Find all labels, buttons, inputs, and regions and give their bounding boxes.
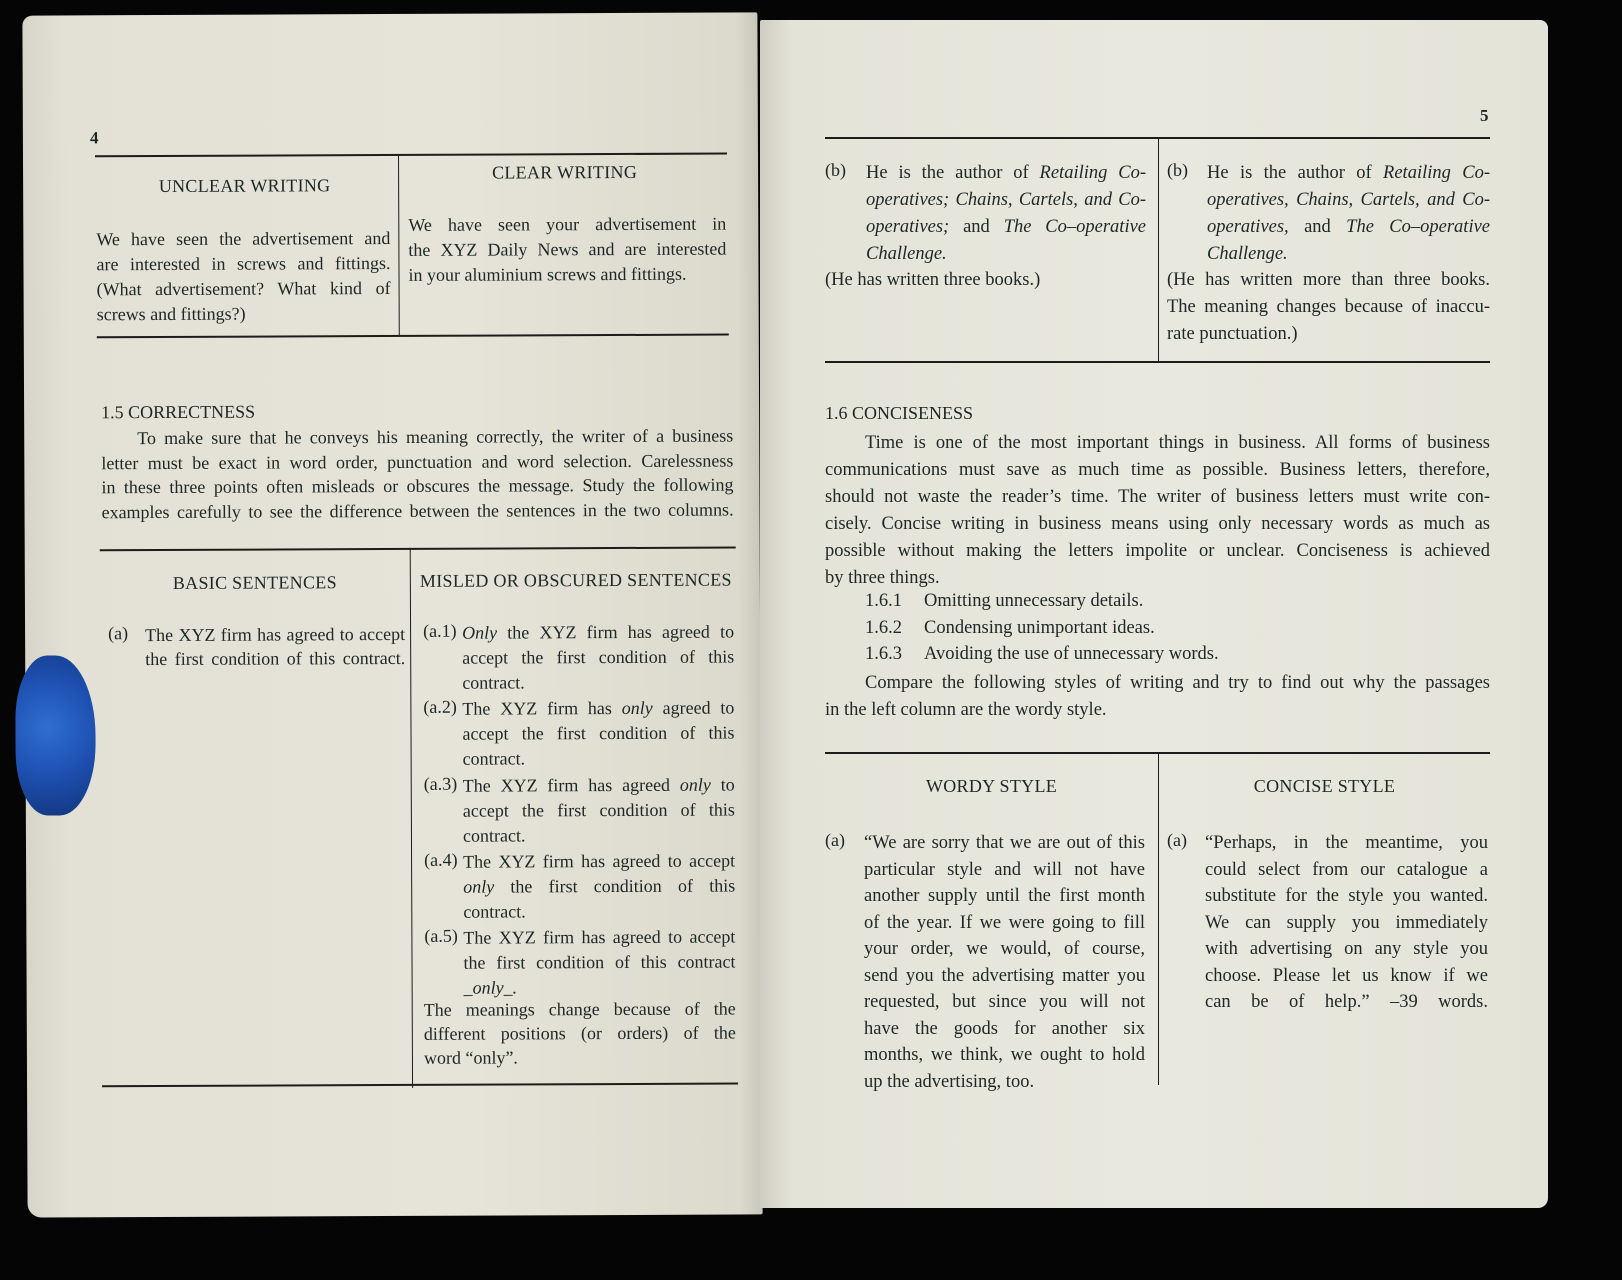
table-rule xyxy=(102,1082,738,1087)
column-header-concise: CONCISE STYLE xyxy=(1253,776,1396,796)
table-rule xyxy=(100,547,736,552)
text-run: accept the first condition of this xyxy=(462,799,735,821)
unclear-example xyxy=(96,226,390,327)
text-line xyxy=(424,997,736,1022)
text-run: (He has written more than three books. xyxy=(1167,270,1490,290)
text-run: and xyxy=(949,217,1004,237)
list-item-number: 1.6.2 xyxy=(865,617,902,638)
text-run: We can supply you immediately xyxy=(1205,912,1488,933)
text-run: The meanings change because of the xyxy=(423,998,736,1020)
text-run: contract. xyxy=(462,672,525,693)
italic-run: The Co–operative xyxy=(1003,217,1147,237)
text-line xyxy=(864,1016,1145,1043)
text-run: substitute for the style you wanted. xyxy=(1205,886,1488,906)
text-run: The meaning changes because of inaccu- xyxy=(1167,297,1490,317)
italic-run: operatives, xyxy=(1207,217,1289,237)
italic-run: operatives; xyxy=(866,217,950,237)
text-run: examples carefully to see the difference between the sentences in the two columns. xyxy=(101,499,734,522)
text-line xyxy=(1167,267,1490,294)
text-line xyxy=(864,857,1145,884)
text-line xyxy=(1205,963,1488,990)
text-run: can be of help.” –39 words. xyxy=(1205,992,1488,1012)
clear-example xyxy=(408,212,726,288)
text-run: possible without making the letters impolite or unclear. Conciseness is achieved xyxy=(825,541,1490,561)
text-line xyxy=(864,989,1145,1016)
table-rule xyxy=(95,153,727,158)
text-run: cisely. Concise writing in business means using only necessary words as much as xyxy=(825,514,1490,534)
text-run: requested, but since you will not xyxy=(864,992,1145,1012)
text-line xyxy=(1207,214,1490,241)
text-run: by three things. xyxy=(825,568,940,588)
text-run: The XYZ firm has agreed xyxy=(462,774,680,796)
text-line xyxy=(866,241,1146,268)
text-line xyxy=(463,848,735,874)
text-line xyxy=(463,950,735,976)
item-label: (b) xyxy=(1167,160,1188,180)
italic-run: operatives, Chains, Cartels, and Co- xyxy=(1207,190,1490,210)
obscured-sentence xyxy=(463,848,735,924)
text-run: (What advertisement? What kind of xyxy=(96,278,391,300)
text-run: The XYZ firm has xyxy=(462,698,622,719)
list-item-text: Avoiding the use of unnecessary words. xyxy=(924,644,1219,664)
text-run: months, we think, we ought to hold xyxy=(864,1045,1145,1065)
item-label: (a) xyxy=(1167,830,1187,850)
text-run: agreed to xyxy=(652,697,735,719)
text-run: He is the author of xyxy=(1207,163,1384,183)
column-divider xyxy=(1158,752,1159,1085)
text-run: different positions (or orders) of the xyxy=(423,1022,736,1044)
column-divider xyxy=(410,548,413,1088)
text-run: with advertising on any style you xyxy=(1205,939,1488,959)
obscured-sentence xyxy=(463,772,735,848)
text-line xyxy=(462,620,734,646)
text-line xyxy=(424,1021,736,1046)
column-header-basic: BASIC SENTENCES xyxy=(172,572,337,593)
table-rule xyxy=(97,334,729,339)
text-run: to xyxy=(710,774,735,795)
text-line xyxy=(864,936,1145,963)
text-line xyxy=(463,898,735,924)
text-run: your order, we would, of course, xyxy=(864,939,1145,959)
text-run: rate punctuation.) xyxy=(1167,324,1298,344)
text-run: another supply until the first month xyxy=(864,886,1145,906)
text-line xyxy=(825,697,1490,724)
text-line xyxy=(96,251,390,277)
text-line xyxy=(1205,857,1488,884)
italic-run: only xyxy=(463,876,495,897)
text-line xyxy=(1205,910,1488,937)
item-label: (a.5) xyxy=(424,925,458,947)
text-run: send you the advertising matter you xyxy=(864,965,1145,986)
text-run: should not waste the reader’s time. The writer of business letters must write con- xyxy=(825,487,1490,507)
text-line xyxy=(866,214,1146,241)
text-line xyxy=(97,301,391,327)
text-line xyxy=(825,538,1490,565)
text-line xyxy=(97,276,391,302)
italic-run: Challenge. xyxy=(1207,244,1288,264)
conciseness-paragraph xyxy=(825,430,1490,592)
text-line xyxy=(408,237,726,263)
obscured-sentence xyxy=(463,925,735,1001)
column-header-clear: CLEAR WRITING xyxy=(491,161,638,183)
column-header-wordy: WORDY STYLE xyxy=(925,776,1058,796)
italic-run: Only xyxy=(462,622,498,643)
three-books-note: (He has written three books.) xyxy=(825,270,1041,290)
text-run: choose. Please let us know if we xyxy=(1205,965,1488,986)
text-line xyxy=(463,822,735,848)
text-run: “We are sorry that we are out of this xyxy=(864,833,1145,853)
text-line: _only_. xyxy=(463,977,518,998)
text-run: He is the author of xyxy=(866,163,1040,183)
text-line xyxy=(864,910,1145,937)
italic-run: only xyxy=(679,774,711,795)
section-heading: 1.6 CONCISENESS xyxy=(825,403,974,423)
wordy-example xyxy=(864,830,1145,1095)
list-item-text: Condensing unimportant ideas. xyxy=(924,617,1155,638)
correctness-paragraph xyxy=(101,424,733,525)
text-line xyxy=(866,160,1146,187)
text-line xyxy=(408,262,726,288)
text-line xyxy=(463,925,735,951)
text-line xyxy=(1205,883,1488,910)
text-line xyxy=(825,457,1490,484)
italic-run: The Co–operative xyxy=(1346,217,1491,237)
text-line xyxy=(462,721,734,747)
item-label: (a) xyxy=(108,623,129,644)
text-run: letter must be exact in word order, punctuation and word selection. Carelessness xyxy=(101,450,734,473)
italic-run: operatives; Chains, Cartels, and Co- xyxy=(866,190,1146,210)
text-line xyxy=(1205,830,1488,857)
text-run: Time is one of the most important things in business. All forms of business xyxy=(865,433,1490,453)
text-line xyxy=(101,473,733,500)
column-divider xyxy=(398,154,400,336)
text-run: in these three points often misleads or obscures the message. Study the following xyxy=(101,474,734,498)
text-line xyxy=(1207,241,1490,268)
list-item-text: Omitting unnecessary details. xyxy=(924,591,1144,611)
text-line xyxy=(101,424,733,451)
item-label: (a.4) xyxy=(424,849,458,870)
text-run: of the year. If we were going to fill xyxy=(864,912,1145,933)
text-run: “Perhaps, in the meantime, you xyxy=(1205,833,1488,853)
text-run: The XYZ firm has agreed to accept xyxy=(463,926,736,948)
text-line xyxy=(463,797,735,823)
text-run: contract. xyxy=(462,748,526,769)
item-label: (a.1) xyxy=(423,620,457,641)
text-line xyxy=(101,497,733,524)
text-line xyxy=(424,1045,736,1070)
text-line xyxy=(462,696,734,722)
text-run: The XYZ firm has agreed to accept xyxy=(145,623,406,646)
text-run: the first condition of this contract. xyxy=(145,647,406,670)
text-line xyxy=(101,448,733,475)
text-line xyxy=(825,484,1490,511)
text-run: We have seen your advertisement in xyxy=(408,213,727,235)
text-run: We have seen the advertisement and xyxy=(96,228,391,250)
text-run: The XYZ firm has agreed to accept xyxy=(463,850,736,872)
section-heading: 1.5 CORRECTNESS xyxy=(101,401,256,423)
text-run: Compare the following styles of writing and try to find out why the passages xyxy=(865,673,1490,693)
column-header-unclear: UNCLEAR WRITING xyxy=(158,175,331,197)
text-line xyxy=(864,963,1145,990)
text-run: word “only”. xyxy=(423,1047,518,1068)
text-line xyxy=(463,772,735,798)
text-run: particular style and will not have xyxy=(864,859,1145,880)
text-line xyxy=(864,830,1145,857)
text-line xyxy=(463,873,735,899)
list-item-number: 1.6.3 xyxy=(865,644,902,664)
text-run: have the goods for another six xyxy=(864,1018,1145,1039)
right-page xyxy=(760,20,1548,1208)
italic-run: Retailing Co- xyxy=(1383,163,1490,183)
text-line xyxy=(864,1069,1145,1096)
concise-example xyxy=(1205,830,1488,1016)
text-line xyxy=(1167,321,1490,348)
text-line xyxy=(1167,294,1490,321)
column-divider xyxy=(1158,137,1159,362)
left-page xyxy=(22,12,762,1217)
text-line xyxy=(1207,187,1490,214)
obscured-sentence xyxy=(462,620,734,696)
text-line xyxy=(825,565,1490,592)
text-run: contract. xyxy=(462,825,526,846)
item-label: (a) xyxy=(825,830,845,850)
text-run: the XYZ firm has agreed to xyxy=(497,621,735,643)
punctuation-note xyxy=(1167,267,1490,348)
text-run: in the left column are the wordy style. xyxy=(825,699,1107,720)
text-line xyxy=(825,511,1490,538)
text-run: To make sure that he conveys his meaning correctly, the writer of a business xyxy=(137,425,734,449)
list-item-number: 1.6.1 xyxy=(865,591,902,611)
wrong-punctuation-example xyxy=(1207,160,1490,268)
text-run: up the advertising, too. xyxy=(864,1071,1035,1092)
italic-run: only xyxy=(621,698,653,719)
compare-paragraph xyxy=(825,670,1490,723)
item-label: (b) xyxy=(825,160,846,180)
text-line xyxy=(462,670,734,696)
text-run: the XYZ Daily News and are interested xyxy=(408,238,727,260)
text-line xyxy=(408,212,726,238)
column-header-obscured: MISLED OR OBSCURED SENTENCES xyxy=(419,569,732,591)
text-run: communications must save as much time as possible. Business letters, therefore, xyxy=(825,460,1490,480)
text-line xyxy=(462,645,734,671)
text-run: the first condition of this xyxy=(494,875,736,897)
item-label: (a.3) xyxy=(423,773,458,794)
obscured-sentence xyxy=(462,696,734,772)
text-run: in your aluminium screws and fittings. xyxy=(408,263,687,285)
item-label: (a.2) xyxy=(423,697,457,718)
text-line xyxy=(1205,936,1488,963)
text-run: contract. xyxy=(463,901,526,922)
text-run: accept the first condition of this xyxy=(462,646,735,668)
text-run: the first condition of this contract xyxy=(463,951,736,973)
text-line xyxy=(463,746,735,772)
text-line xyxy=(864,883,1145,910)
text-line xyxy=(825,430,1490,457)
text-line xyxy=(96,226,390,252)
text-run: and xyxy=(1288,217,1347,237)
basic-sentence xyxy=(145,622,405,671)
text-run: could select from our catalogue a xyxy=(1205,859,1488,880)
text-line xyxy=(1207,160,1490,187)
table-rule xyxy=(825,361,1490,363)
text-line xyxy=(145,622,405,647)
page-number: 4 xyxy=(89,128,99,148)
text-run: accept the first condition of this xyxy=(462,722,735,744)
text-line xyxy=(866,187,1146,214)
text-run: screws and fittings?) xyxy=(96,303,246,325)
italic-run: Challenge. xyxy=(866,244,947,264)
meanings-note xyxy=(424,997,736,1070)
text-line xyxy=(1205,989,1488,1016)
text-line xyxy=(825,670,1490,697)
blue-cloth xyxy=(15,655,96,815)
text-line xyxy=(145,646,405,671)
page-number: 5 xyxy=(1480,106,1489,125)
text-line xyxy=(864,1042,1145,1069)
correct-punctuation-example xyxy=(866,160,1146,268)
text-run: are interested in screws and fittings. xyxy=(96,253,391,275)
italic-run: Retailing Co- xyxy=(1039,163,1146,183)
